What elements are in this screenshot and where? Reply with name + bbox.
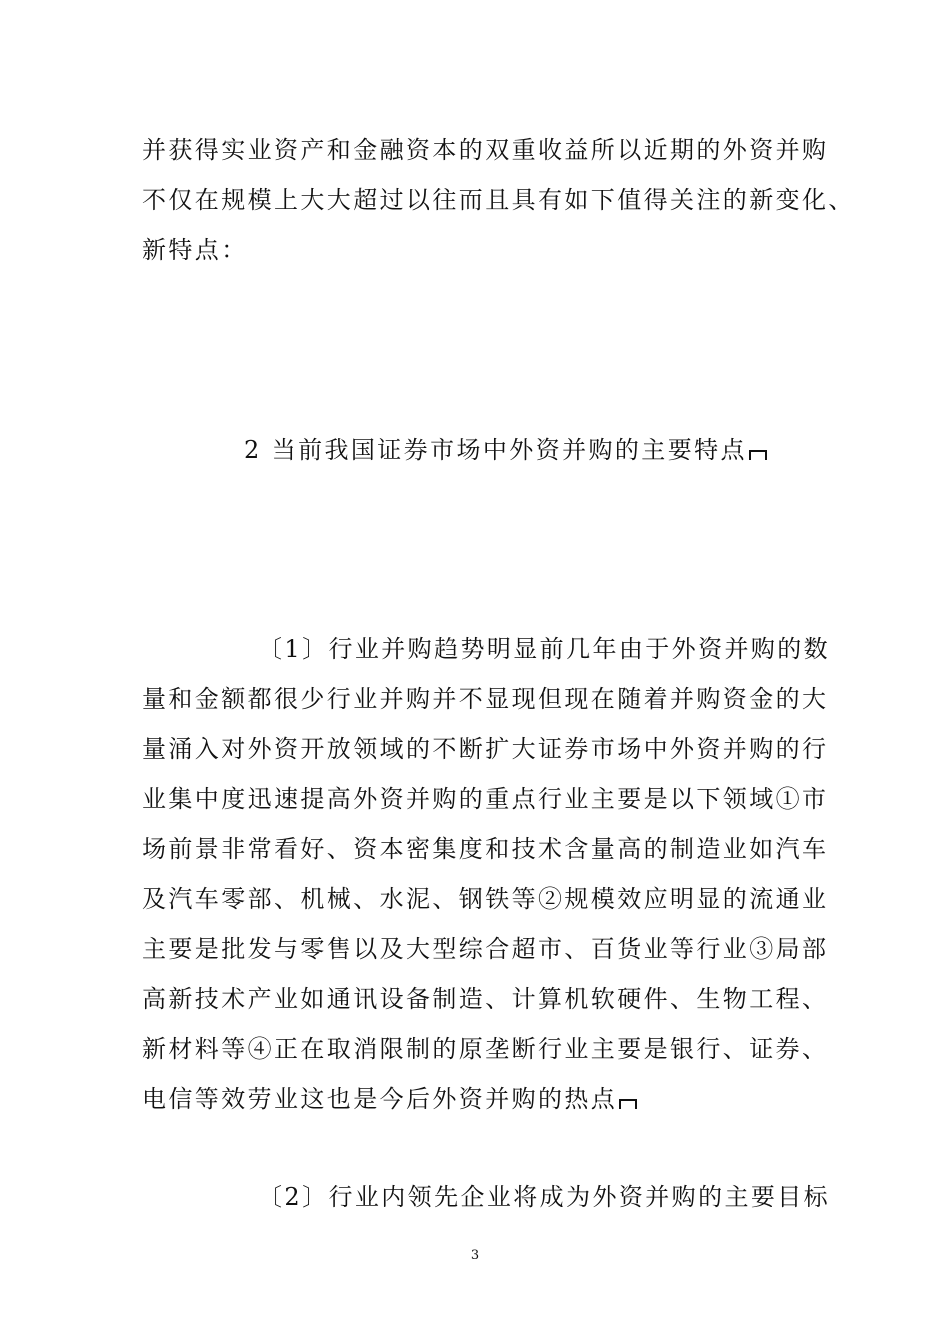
intro-line-1: 并获得实业资产和金融资本的双重收益所以近期的外资并购 bbox=[142, 136, 829, 164]
section-heading bbox=[244, 435, 767, 465]
paragraph-mark-icon bbox=[749, 450, 767, 460]
paragraph1-line-7: 主要是批发与零售以及大型综合超市、百货业等行业③局部 bbox=[142, 935, 829, 963]
paragraph1-line-2: 量和金额都很少行业并购并不显现但现在随着并购资金的大 bbox=[142, 685, 829, 713]
paragraph1-line-10-text: 电信等效劳业这也是今后外资并购的热点 bbox=[142, 1085, 618, 1113]
paragraph1-line-10 bbox=[142, 1084, 637, 1114]
page-number: 3 bbox=[470, 1248, 480, 1263]
paragraph1-line-4: 业集中度迅速提高外资并购的重点行业主要是以下领域①市 bbox=[142, 785, 829, 813]
paragraph2-line-1: 〔2〕行业内领先企业将成为外资并购的主要目标 bbox=[258, 1183, 831, 1211]
paragraph-mark-icon bbox=[619, 1099, 637, 1109]
paragraph1-line-1: 〔1〕行业并购趋势明显前几年由于外资并购的数 bbox=[258, 635, 831, 663]
paragraph1-line-8: 高新技术产业如通讯设备制造、计算机软硬件、生物工程、 bbox=[142, 985, 829, 1013]
paragraph1-line-6: 及汽车零部、机械、水泥、钢铁等②规模效应明显的流通业 bbox=[142, 885, 829, 913]
intro-line-3: 新特点： bbox=[142, 236, 248, 264]
section-heading-text: 2 当前我国证券市场中外资并购的主要特点 bbox=[244, 436, 747, 464]
intro-line-2: 不仅在规模上大大超过以往而且具有如下值得关注的新变化、 bbox=[142, 186, 855, 214]
paragraph1-line-9: 新材料等④正在取消限制的原垄断行业主要是银行、证券、 bbox=[142, 1035, 829, 1063]
paragraph1-line-5: 场前景非常看好、资本密集度和技术含量高的制造业如汽车 bbox=[142, 835, 829, 863]
paragraph1-line-3: 量涌入对外资开放领域的不断扩大证券市场中外资并购的行 bbox=[142, 735, 829, 763]
